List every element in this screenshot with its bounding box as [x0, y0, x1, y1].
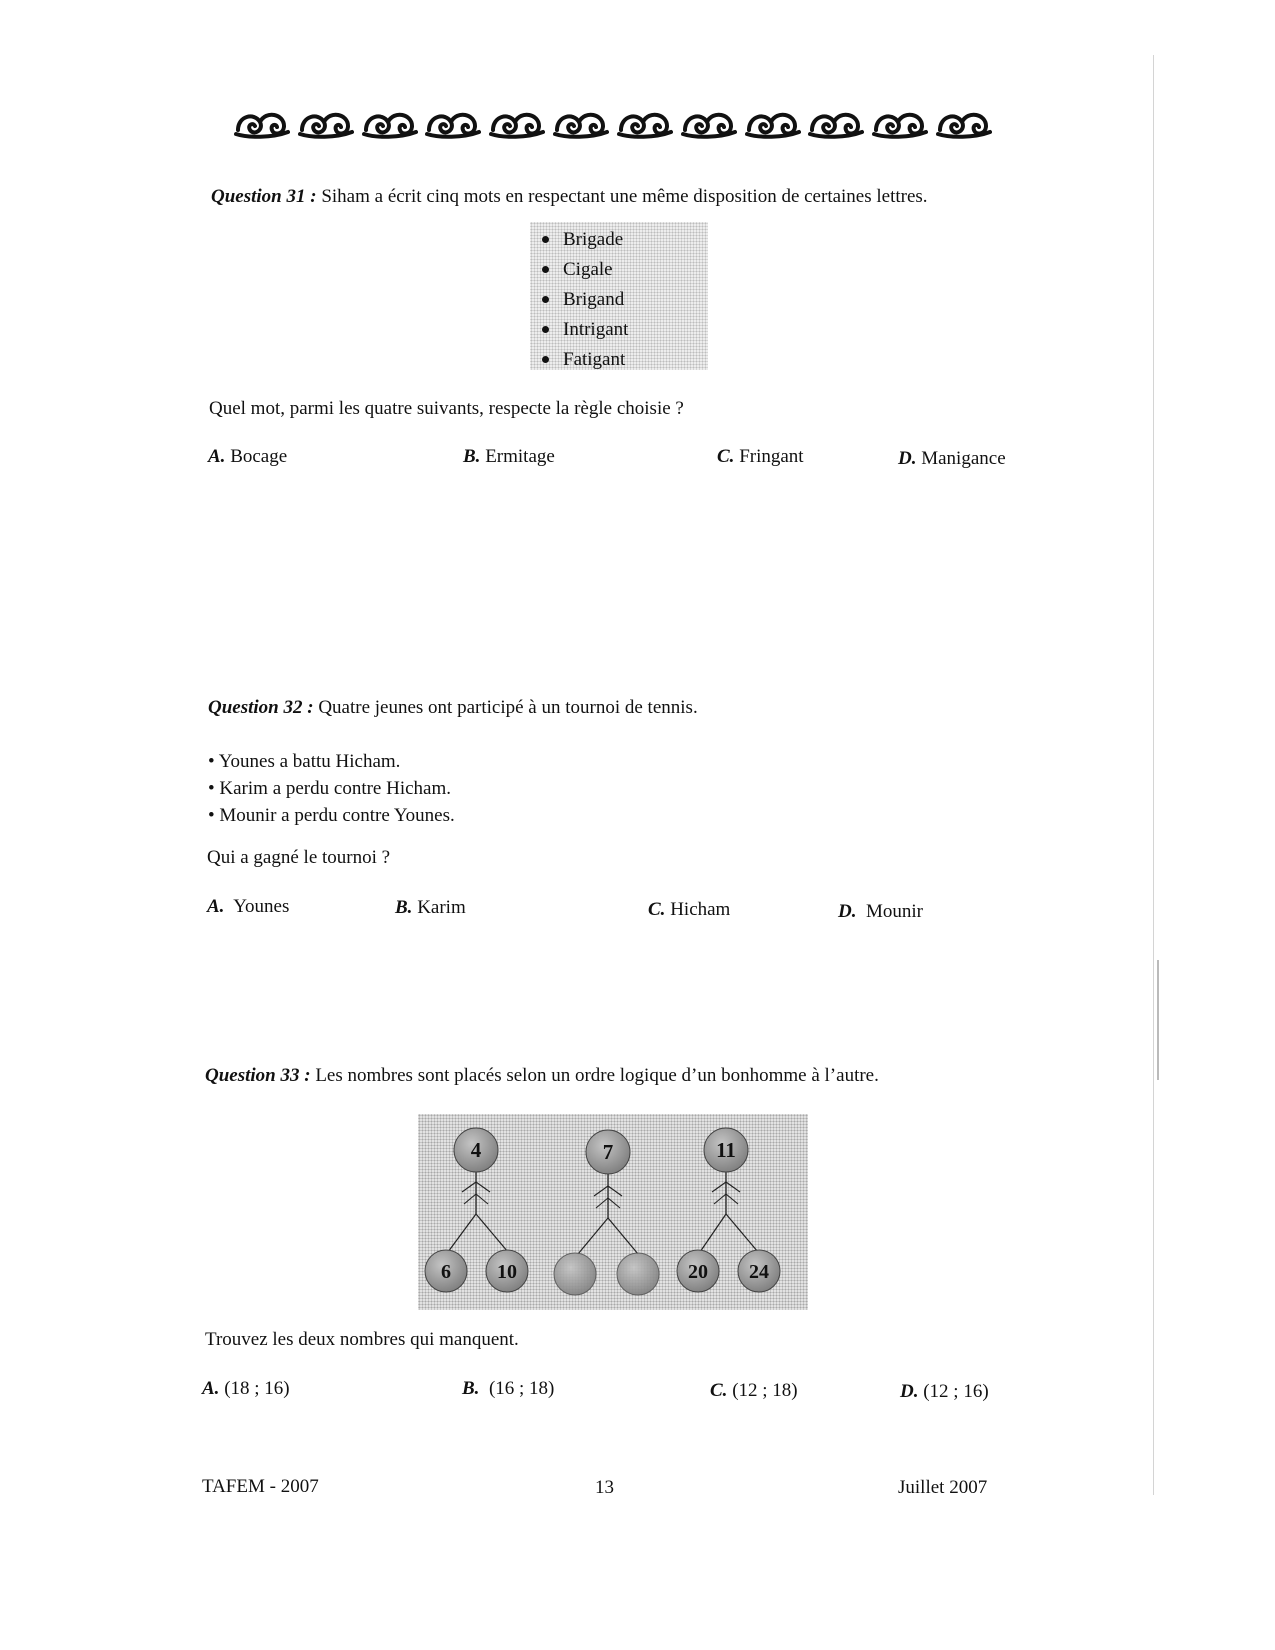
list-item: • Younes a battu Hicham.	[208, 751, 401, 772]
list-item	[540, 286, 628, 316]
q32-option-d[interactable]	[838, 901, 923, 923]
q32-facts	[208, 748, 455, 829]
option-text: Fringant	[739, 446, 804, 467]
q32-option-c[interactable]	[648, 899, 730, 921]
q32-option-b[interactable]	[395, 897, 466, 919]
option-letter: B.	[462, 1378, 480, 1399]
option-letter: A.	[207, 896, 225, 917]
option-text: Ermitage	[485, 446, 555, 467]
q32-option-a[interactable]	[207, 896, 289, 918]
list-item	[540, 316, 628, 346]
scroll-ornament-icon	[615, 104, 673, 144]
scroll-ornament-icon	[934, 104, 992, 144]
scan-margin-line	[1153, 55, 1154, 1495]
stick-figure-2	[554, 1130, 659, 1295]
footer-left: TAFEM - 2007	[202, 1476, 319, 1497]
q32-text: Quatre jeunes ont participé à un tournoi de tennis.	[318, 697, 698, 718]
scan-margin-mark	[1157, 960, 1159, 1080]
q31-prompt: Quel mot, parmi les quatre suivants, respecte la règle choisie ?	[209, 398, 684, 419]
footer-right: Juillet 2007	[898, 1477, 988, 1498]
q33-option-d[interactable]	[900, 1381, 989, 1403]
bullet-icon	[542, 266, 549, 273]
option-text: Manigance	[921, 448, 1006, 469]
scroll-ornament-icon	[423, 104, 481, 144]
q32-prompt: Qui a gagné le tournoi ?	[207, 847, 391, 868]
foot-number: 6	[441, 1261, 451, 1283]
head-number: 7	[602, 1140, 614, 1164]
option-text: Bocage	[230, 446, 288, 467]
option-letter: B.	[463, 446, 481, 467]
page-number: 13	[595, 1477, 614, 1498]
foot-circle-empty	[554, 1253, 596, 1295]
head-number: 4	[470, 1138, 482, 1162]
option-text: Mounir	[865, 901, 923, 922]
scroll-ornament-icon	[870, 104, 928, 144]
q31-text: Siham a écrit cinq mots en respectant une même disposition de certaines lettres.	[321, 186, 928, 207]
foot-number: 20	[688, 1261, 708, 1283]
q31-option-c[interactable]	[717, 446, 804, 468]
q31-word: Brigand	[563, 289, 625, 310]
q31-word-box	[530, 222, 708, 370]
bullet-icon	[542, 326, 549, 333]
bullet-icon	[542, 236, 549, 243]
q32-statement	[208, 697, 698, 719]
option-text: Hicham	[670, 899, 731, 920]
option-text: (18 ; 16)	[224, 1378, 290, 1399]
q33-stick-figure-diagram	[418, 1114, 808, 1310]
option-letter: D.	[900, 1381, 919, 1402]
q31-option-a[interactable]	[208, 446, 287, 468]
option-letter: C.	[710, 1380, 728, 1401]
q31-word: Intrigant	[563, 319, 629, 340]
list-item	[540, 346, 628, 376]
scroll-ornament-icon	[743, 104, 801, 144]
option-letter: C.	[717, 446, 735, 467]
stick-figure-1	[425, 1128, 528, 1292]
q31-statement	[211, 186, 928, 208]
option-letter: A.	[208, 446, 226, 467]
option-letter: A.	[202, 1378, 220, 1399]
head-number: 11	[716, 1138, 736, 1162]
q33-option-c[interactable]	[710, 1380, 798, 1402]
q33-prompt: Trouvez les deux nombres qui manquent.	[205, 1329, 519, 1350]
q33-option-a[interactable]	[202, 1378, 290, 1400]
option-text: Younes	[233, 896, 290, 917]
option-letter: D.	[898, 448, 917, 469]
list-item: • Mounir a perdu contre Younes.	[208, 805, 455, 826]
option-text: (12 ; 16)	[923, 1381, 989, 1402]
scroll-ornament-icon	[232, 104, 290, 144]
q31-label: Question 31 :	[211, 186, 317, 207]
foot-number: 10	[497, 1261, 517, 1283]
q31-word: Cigale	[563, 259, 613, 280]
scroll-ornament-icon	[551, 104, 609, 144]
foot-number: 24	[749, 1261, 769, 1283]
option-letter: D.	[838, 901, 857, 922]
bullet-icon	[542, 296, 549, 303]
scroll-ornament-icon	[806, 104, 864, 144]
stick-figure-3	[677, 1128, 780, 1292]
q31-word: Brigade	[563, 229, 624, 250]
option-text: (16 ; 18)	[488, 1378, 555, 1399]
q31-option-d[interactable]	[898, 448, 1006, 470]
q31-option-b[interactable]	[463, 446, 555, 468]
bullet-icon	[542, 356, 549, 363]
q33-text: Les nombres sont placés selon un ordre logique d’un bonhomme à l’autre.	[315, 1065, 879, 1086]
option-letter: B.	[395, 897, 413, 918]
scroll-ornament-icon	[487, 104, 545, 144]
ornament-border	[232, 98, 992, 150]
scroll-ornament-icon	[679, 104, 737, 144]
stick-figures	[418, 1114, 808, 1310]
scroll-ornament-icon	[296, 104, 354, 144]
list-item: • Karim a perdu contre Hicham.	[208, 778, 452, 799]
scroll-ornament-icon	[360, 104, 418, 144]
list-item	[540, 226, 628, 256]
list-item	[540, 256, 628, 286]
option-text: (12 ; 18)	[732, 1380, 798, 1401]
q31-word-list	[540, 226, 628, 376]
q33-label: Question 33 :	[205, 1065, 311, 1086]
q33-statement	[205, 1065, 879, 1087]
q32-label: Question 32 :	[208, 697, 314, 718]
foot-circle-empty	[617, 1253, 659, 1295]
option-text: Karim	[417, 897, 466, 918]
option-letter: C.	[648, 899, 666, 920]
q33-option-b[interactable]	[462, 1378, 554, 1400]
q31-word: Fatigant	[563, 349, 626, 370]
